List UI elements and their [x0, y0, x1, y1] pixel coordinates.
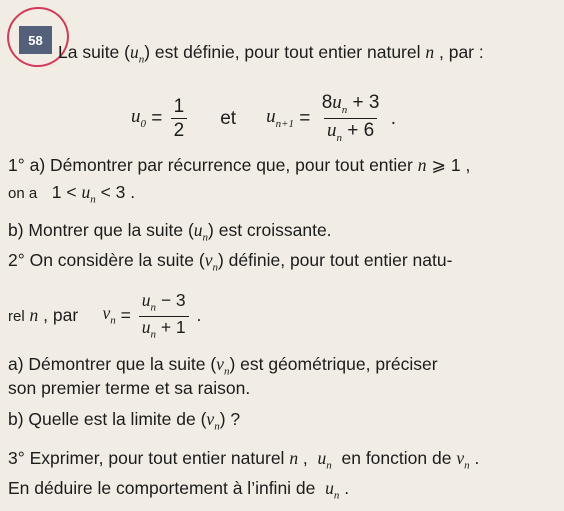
exercise-number-badge: 58	[19, 26, 52, 54]
question-2: 2° On considère la suite $(v_n)$ définie, pour tout entier natu-	[8, 250, 453, 274]
initial-definition: $u_0$ = $\frac{1}{2}$ et $u_{n+1}$ = $\frac{8u_n + 3}{u_n + 6}$ .	[131, 92, 397, 144]
question-2a-continuation: son premier terme et sa raison.	[8, 378, 251, 398]
question-1b: b) Montrer que la suite $(u_n)$ est croissante.	[8, 220, 332, 244]
question-1a: 1° a) Démontrer par récurrence que, pour tout entier n ⩾ 1 ,	[8, 155, 471, 175]
question-2a: a) Démontrer que la suite $(v_n)$ est géométrique, préciser	[8, 354, 438, 378]
question-1a-continuation: on a $1 < u_n < 3$ .	[8, 182, 136, 206]
question-3: 3° Exprimer, pour tout entier naturel n , $u_n$ en fonction de $v_n$ .	[8, 448, 480, 472]
question-3-continuation: En déduire le comportement à l’infini de $u_n$ .	[8, 478, 350, 502]
question-2-continuation: rel n , par $v_n$ = $\frac{u_n - 3}{u_n + 1}$ .	[8, 290, 202, 340]
question-2b: b) Quelle est la limite de $(v_n)$ ?	[8, 409, 241, 433]
exercise-intro: La suite $(u_n)$ est définie, pour tout entier naturel n , par :	[58, 42, 484, 66]
